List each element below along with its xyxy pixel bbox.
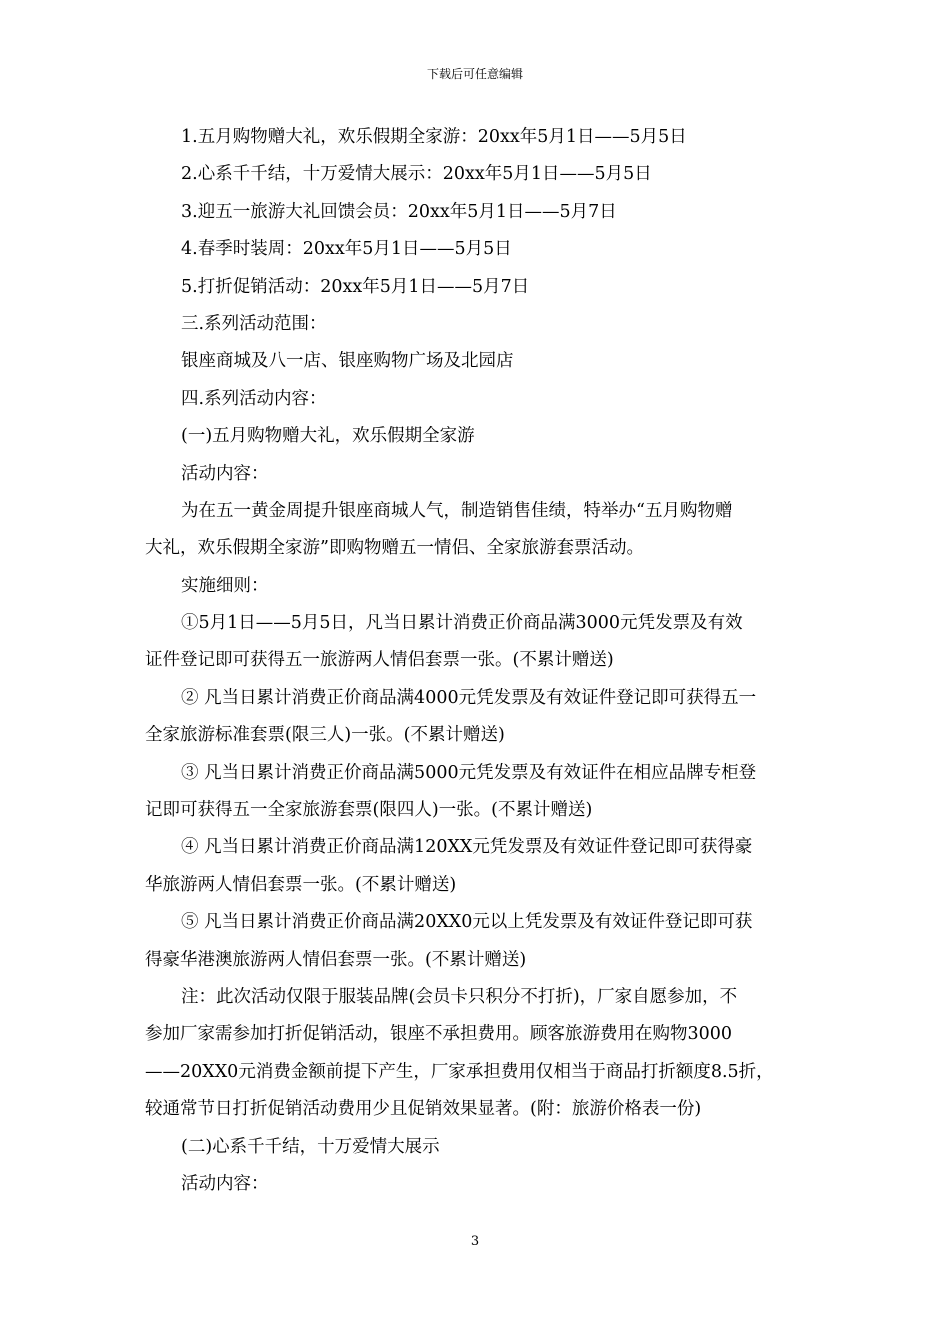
page-header-note: 下载后可任意编辑 [426, 67, 523, 81]
rule-2-line: 全家旅游标准套票(限三人)一张。(不累计赠送) [145, 725, 505, 746]
paragraph-line: 大礼，欢乐假期全家游”即购物赠五一情侣、全家旅游套票活动。 [145, 538, 644, 559]
paragraph-line: 为在五一黄金周提升银座商城人气，制造销售佳绩，特举办“五月购物赠 [181, 500, 733, 521]
subsection-heading-2: (二)心系千千结，十万爱情大展示 [181, 1136, 440, 1157]
document-body [145, 119, 807, 1203]
rule-5-line: ⑤ 凡当日累计消费正价商品满20XX0元以上凭发票及有效证件登记即可获 [181, 912, 753, 933]
rule-1-line: ①5月1日——5月5日，凡当日累计消费正价商品满3000元凭发票及有效 [181, 613, 743, 634]
rule-1-line: 证件登记即可获得五一旅游两人情侣套票一张。(不累计赠送) [145, 650, 614, 671]
rule-4-line: 华旅游两人情侣套票一张。(不累计赠送) [145, 874, 457, 895]
note-line: ——20XX0元消费金额前提下产生，厂家承担费用仅相当于商品打折额度8.5折， [145, 1061, 774, 1082]
schedule-item-3: 3.迎五一旅游大礼回馈会员：20xx年5月1日——5月7日 [181, 201, 617, 222]
note-line: 参加厂家需参加打折促销活动，银座不承担费用。顾客旅游费用在购物3000 [145, 1024, 733, 1045]
rule-5-line: 得豪华港澳旅游两人情侣套票一张。(不累计赠送) [145, 949, 527, 970]
subsection-heading-1: (一)五月购物赠大礼，欢乐假期全家游 [181, 426, 475, 447]
section-heading-content: 四.系列活动内容： [181, 388, 327, 409]
rule-4-line: ④ 凡当日累计消费正价商品满120XX元凭发票及有效证件登记即可获得豪 [181, 837, 753, 858]
rules-label: 实施细则： [181, 575, 269, 596]
rule-2-line: ② 凡当日累计消费正价商品满4000元凭发票及有效证件登记即可获得五一 [181, 687, 757, 708]
section-heading-scope: 三.系列活动范围： [181, 313, 327, 334]
schedule-item-4: 4.春季时装周：20xx年5月1日——5月5日 [181, 239, 512, 260]
schedule-item-2: 2.心系千千结，十万爱情大展示：20xx年5月1日——5月5日 [181, 164, 652, 185]
note-line: 较通常节日打折促销活动费用少且促销效果显著。(附：旅游价格表一份) [145, 1099, 702, 1120]
scope-text: 银座商城及八一店、银座购物广场及北园店 [181, 351, 514, 372]
rule-3-line: 记即可获得五一全家旅游套票(限四人)一张。(不累计赠送) [145, 800, 593, 821]
schedule-item-1: 1.五月购物赠大礼，欢乐假期全家游：20xx年5月1日——5月5日 [181, 127, 687, 147]
page-number: 3 [470, 1234, 480, 1249]
activity-content-label-1: 活动内容： [181, 463, 269, 484]
activity-content-label-2: 活动内容： [181, 1173, 269, 1194]
schedule-item-5: 5.打折促销活动：20xx年5月1日——5月7日 [181, 276, 530, 297]
rule-3-line: ③ 凡当日累计消费正价商品满5000元凭发票及有效证件在相应品牌专柜登 [181, 762, 757, 783]
note-line: 注：此次活动仅限于服装品牌(会员卡只积分不打折)，厂家自愿参加，不 [181, 986, 738, 1007]
